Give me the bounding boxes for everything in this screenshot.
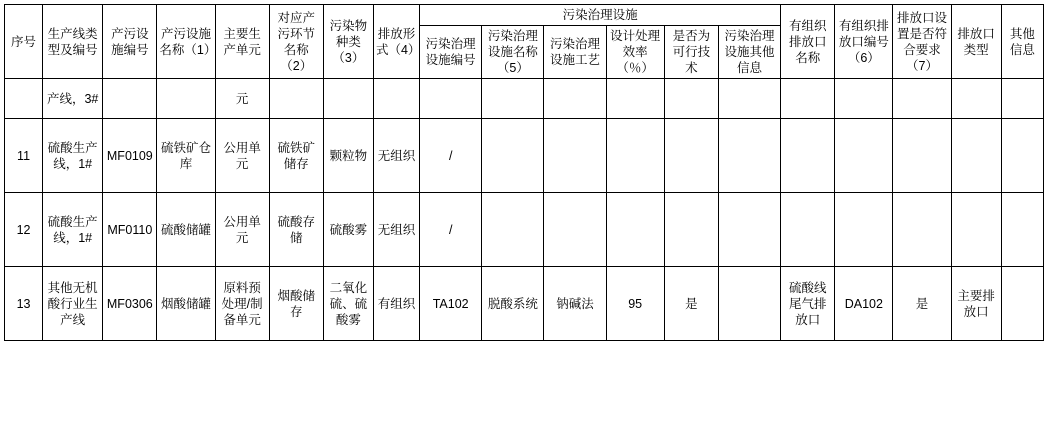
cell-feasible: [664, 119, 718, 193]
col-header-feasible: 是否为可行技术: [664, 26, 718, 79]
cell-link: 烟酸储存: [269, 267, 323, 341]
cell-outlet_name: [781, 79, 835, 119]
cell-other_info: [718, 119, 780, 193]
cell-fac_code: [103, 79, 157, 119]
cell-idx: 13: [5, 267, 43, 341]
cell-fac_code: MF0110: [103, 193, 157, 267]
col-header-outlet-name: 有组织排放口名称: [781, 5, 835, 79]
col-header-line: 生产线类型及编号: [43, 5, 103, 79]
cell-outlet_ok: 是: [893, 267, 951, 341]
cell-outlet_name: [781, 193, 835, 267]
col-header-pollutant: 污染物种类（3）: [323, 5, 373, 79]
cell-feasible: [664, 193, 718, 267]
cell-outlet_code: [835, 79, 893, 119]
col-header-link: 对应产污环节名称（2）: [269, 5, 323, 79]
cell-form: [373, 79, 419, 119]
cell-pollutant: 二氧化硫、硫酸雾: [323, 267, 373, 341]
cell-outlet_name: [781, 119, 835, 193]
cell-unit: 公用单元: [215, 193, 269, 267]
emission-inventory-table: [4, 4, 1044, 341]
cell-treat_craft: [544, 193, 606, 267]
cell-unit: 公用单元: [215, 119, 269, 193]
cell-outlet_type: [951, 79, 1001, 119]
cell-form: 无组织: [373, 119, 419, 193]
cell-unit: 原料预处理/制备单元: [215, 267, 269, 341]
table-head: [5, 5, 1044, 79]
cell-other: [1001, 193, 1043, 267]
col-header-form: 排放形式（4）: [373, 5, 419, 79]
cell-efficiency: [606, 79, 664, 119]
cell-form: 有组织: [373, 267, 419, 341]
cell-pollutant: [323, 79, 373, 119]
table-row: [5, 79, 1044, 119]
cell-line: 硫酸生产线，1#: [43, 193, 103, 267]
cell-link: [269, 79, 323, 119]
cell-form: 无组织: [373, 193, 419, 267]
cell-outlet_ok: [893, 119, 951, 193]
col-header-treat-craft: 污染治理设施工艺: [544, 26, 606, 79]
cell-treat_craft: 钠碱法: [544, 267, 606, 341]
col-header-outlet-type: 排放口类型: [951, 5, 1001, 79]
cell-fac_code: MF0306: [103, 267, 157, 341]
cell-efficiency: [606, 119, 664, 193]
table-body: [5, 79, 1044, 341]
cell-treat_name: 脱酸系统: [482, 267, 544, 341]
header-group-row: [5, 5, 1044, 26]
cell-outlet_name: 硫酸线尾气排放口: [781, 267, 835, 341]
cell-line: 硫酸生产线，1#: [43, 119, 103, 193]
col-header-group-treatment: 污染治理设施: [420, 5, 781, 26]
cell-feasible: [664, 79, 718, 119]
cell-pollutant: 颗粒物: [323, 119, 373, 193]
cell-idx: 12: [5, 193, 43, 267]
cell-idx: 11: [5, 119, 43, 193]
cell-fac_name: [157, 79, 215, 119]
cell-treat_name: [482, 79, 544, 119]
cell-pollutant: 硫酸雾: [323, 193, 373, 267]
cell-treat_name: [482, 119, 544, 193]
cell-other: [1001, 119, 1043, 193]
cell-efficiency: [606, 193, 664, 267]
cell-fac_name: 烟酸储罐: [157, 267, 215, 341]
table-row: [5, 267, 1044, 341]
cell-treat_code: /: [420, 119, 482, 193]
cell-fac_name: 硫铁矿仓库: [157, 119, 215, 193]
col-header-treat-name: 污染治理设施名称（5）: [482, 26, 544, 79]
cell-efficiency: 95: [606, 267, 664, 341]
cell-outlet_ok: [893, 193, 951, 267]
cell-outlet_ok: [893, 79, 951, 119]
cell-link: 硫酸存储: [269, 193, 323, 267]
cell-treat_code: TA102: [420, 267, 482, 341]
cell-line: 产线，3#: [43, 79, 103, 119]
cell-fac_name: 硫酸储罐: [157, 193, 215, 267]
col-header-idx: 序号: [5, 5, 43, 79]
cell-treat_code: [420, 79, 482, 119]
col-header-outlet-ok: 排放口设置是否符合要求（7）: [893, 5, 951, 79]
cell-treat_code: /: [420, 193, 482, 267]
cell-outlet_code: [835, 193, 893, 267]
col-header-other: 其他信息: [1001, 5, 1043, 79]
cell-fac_code: MF0109: [103, 119, 157, 193]
table-row: [5, 193, 1044, 267]
cell-idx: [5, 79, 43, 119]
col-header-fac-code: 产污设施编号: [103, 5, 157, 79]
cell-feasible: 是: [664, 267, 718, 341]
cell-outlet_code: [835, 119, 893, 193]
cell-other: [1001, 79, 1043, 119]
cell-line: 其他无机酸行业生产线: [43, 267, 103, 341]
cell-other_info: [718, 267, 780, 341]
cell-outlet_type: [951, 193, 1001, 267]
col-header-efficiency: 设计处理效率（％）: [606, 26, 664, 79]
cell-other_info: [718, 79, 780, 119]
cell-treat_craft: [544, 79, 606, 119]
col-header-other-info: 污染治理设施其他信息: [718, 26, 780, 79]
cell-link: 硫铁矿储存: [269, 119, 323, 193]
cell-treat_craft: [544, 119, 606, 193]
col-header-fac-name: 产污设施名称（1）: [157, 5, 215, 79]
cell-other_info: [718, 193, 780, 267]
cell-unit: 元: [215, 79, 269, 119]
cell-outlet_code: DA102: [835, 267, 893, 341]
cell-treat_name: [482, 193, 544, 267]
cell-outlet_type: 主要排放口: [951, 267, 1001, 341]
col-header-unit: 主要生产单元: [215, 5, 269, 79]
table-row: [5, 119, 1044, 193]
cell-other: [1001, 267, 1043, 341]
col-header-treat-code: 污染治理设施编号: [420, 26, 482, 79]
col-header-outlet-code: 有组织排放口编号（6）: [835, 5, 893, 79]
cell-outlet_type: [951, 119, 1001, 193]
